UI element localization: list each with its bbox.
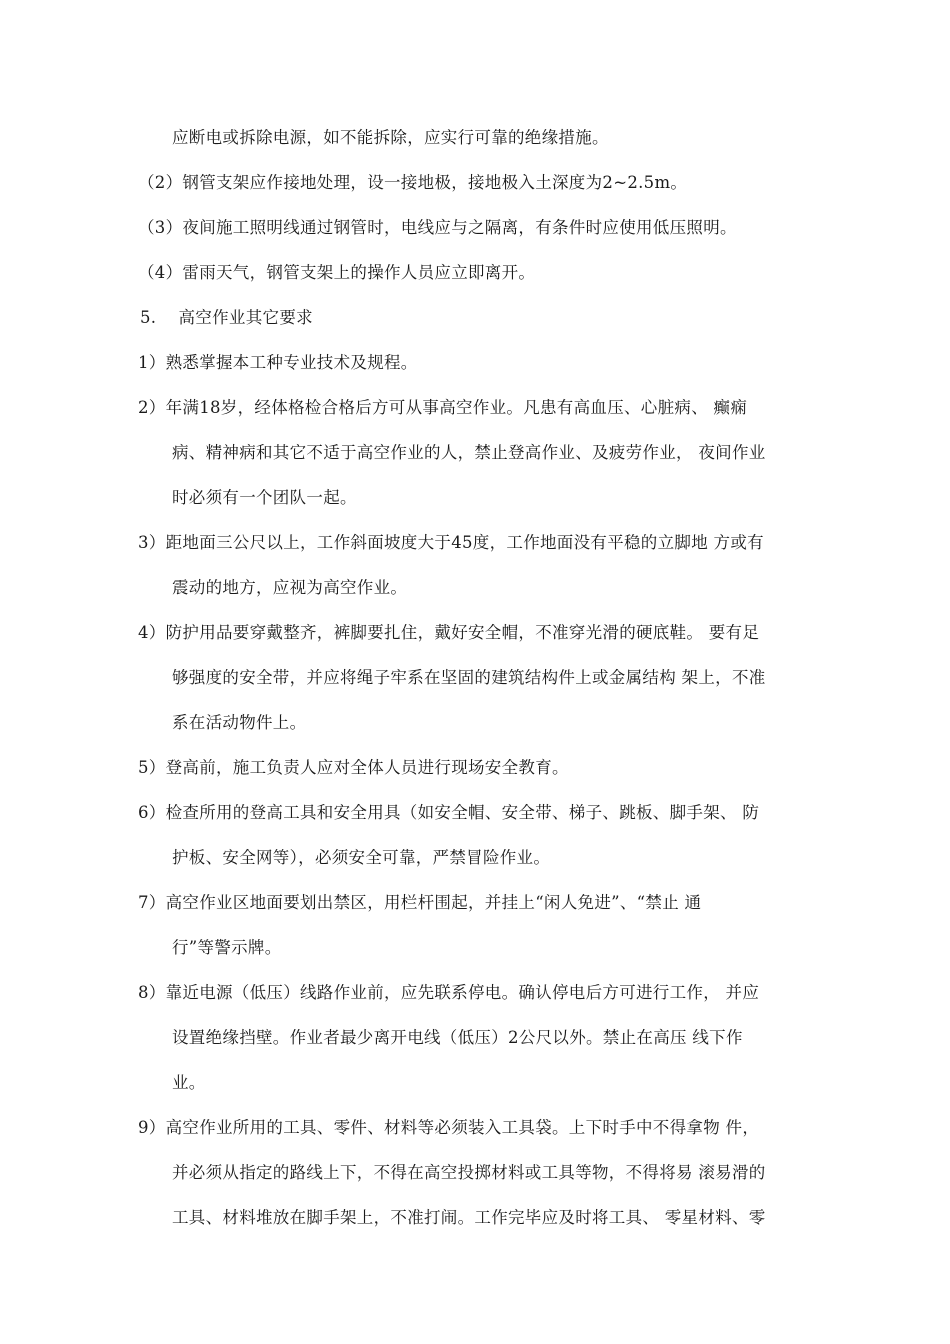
text-line: 2）年满18岁，经体格检合格后方可从事高空作业。凡患有高血压、心脏病、 癫痫	[138, 398, 748, 417]
text-line: 时必须有一个团队一起。	[172, 488, 357, 507]
text-line: 系在活动物件上。	[172, 713, 307, 732]
text-line: 并必须从指定的路线上下，不得在高空投掷材料或工具等物，不得将易 滚易滑的	[172, 1163, 766, 1182]
text-line: 业。	[172, 1073, 206, 1092]
text-line: 设置绝缘挡壁。作业者最少离开电线（低压）2公尺以外。禁止在高压 线下作	[172, 1028, 743, 1047]
section-heading: 5. 高空作业其它要求	[140, 308, 313, 327]
text-line: 6）检查所用的登高工具和安全用具（如安全帽、安全带、梯子、跳板、脚手架、 防	[138, 803, 760, 822]
text-line: （4）雷雨天气，钢管支架上的操作人员应立即离开。	[138, 263, 536, 282]
text-line: 应断电或拆除电源，如不能拆除，应实行可靠的绝缘措施。	[172, 128, 609, 147]
text-line: 工具、材料堆放在脚手架上，不准打闹。工作完毕应及时将工具、 零星材料、零	[172, 1208, 766, 1227]
text-line: 行”等警示牌。	[172, 938, 282, 957]
text-line: 够强度的安全带，并应将绳子牢系在坚固的建筑结构件上或金属结构 架上，不准	[172, 668, 766, 687]
text-line: （2）钢管支架应作接地处理，设一接地极，接地极入土深度为2~2.5m。	[138, 173, 688, 192]
text-line: （3）夜间施工照明线通过钢管时，电线应与之隔离，有条件时应使用低压照明。	[138, 218, 737, 237]
text-line: 9）高空作业所用的工具、零件、材料等必须装入工具袋。上下时手中不得拿物 件，	[138, 1118, 760, 1137]
text-line: 震动的地方，应视为高空作业。	[172, 578, 408, 597]
text-line: 7）高空作业区地面要划出禁区，用栏杆围起，并挂上“闲人免进”、“禁止 通	[138, 893, 702, 912]
text-line: 病、精神病和其它不适于高空作业的人，禁止登高作业、及疲劳作业， 夜间作业	[172, 443, 766, 462]
text-line: 护板、安全网等），必须安全可靠，严禁冒险作业。	[172, 848, 551, 867]
text-line: 3）距地面三公尺以上，工作斜面坡度大于45度，工作地面没有平稳的立脚地 方或有	[138, 533, 764, 552]
text-line: 5）登高前，施工负责人应对全体人员进行现场安全教育。	[138, 758, 569, 777]
text-line: 1）熟悉掌握本工种专业技术及规程。	[138, 353, 418, 372]
text-line: 4）防护用品要穿戴整齐，裤脚要扎住，戴好安全帽，不准穿光滑的硬底鞋。 要有足	[138, 623, 760, 642]
text-line: 8）靠近电源（低压）线路作业前，应先联系停电。确认停电后方可进行工作， 并应	[138, 983, 760, 1002]
